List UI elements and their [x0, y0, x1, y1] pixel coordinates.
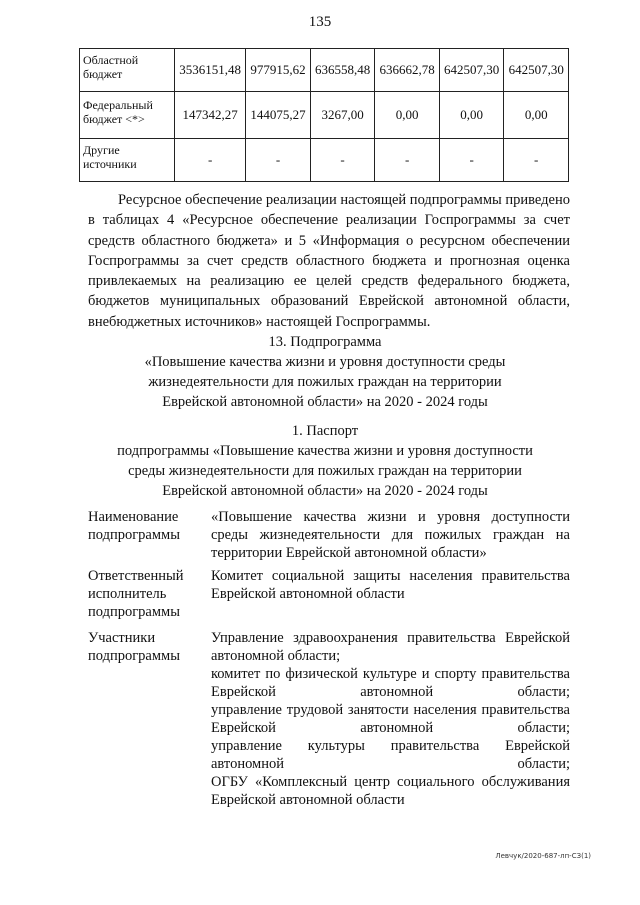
cell-value: - — [310, 139, 375, 182]
document-code: Левчук/2020-687-лп-СЗ(1) — [495, 852, 591, 860]
heading-line: подпрограммы «Повышение качества жизни и уровня доступности — [117, 443, 533, 459]
passport-value: Комитет социальной защиты населения правительства Еврейской автономной области — [211, 568, 570, 602]
passport-label: Наименование подпрограммы — [88, 509, 180, 543]
passport-value: «Повышение качества жизни и уровня доступности среды жизнедеятельности для пожилых граждан на территории Еврейской автономной области» — [211, 509, 570, 561]
cell-value: - — [504, 139, 569, 182]
cell-value: - — [439, 139, 504, 182]
cell-value: 0,00 — [504, 92, 569, 139]
cell-value: 642507,30 — [504, 49, 569, 92]
heading-line: среды жизнедеятельности для пожилых граждан на территории — [128, 463, 522, 479]
cell-value: - — [246, 139, 311, 182]
cell-value: 0,00 — [375, 92, 440, 139]
participant-item: управление трудовой занятости населения правительства Еврейской автономной области; — [211, 702, 570, 736]
heading-line: 1. Паспорт — [291, 423, 359, 439]
row-source-regional: Областной бюджет — [80, 49, 175, 92]
passport-heading — [80, 421, 570, 501]
cell-value: 147342,27 — [175, 92, 246, 139]
participant-item: Управление здравоохранения правительства Еврейской автономной области; — [211, 630, 570, 664]
participants-list — [211, 629, 570, 809]
table-row — [80, 92, 569, 139]
passport-label: Участники подпрограммы — [88, 630, 180, 664]
passport-label: Ответственный исполнитель подпрограммы — [88, 568, 184, 620]
cell-value: 3267,00 — [310, 92, 375, 139]
heading-line: жизнедеятельности для пожилых граждан на территории — [148, 374, 502, 390]
cell-value: 636558,48 — [310, 49, 375, 92]
heading-line: 13. Подпрограмма — [268, 334, 382, 350]
table-row — [80, 139, 569, 182]
participant-item: ОГБУ «Комплексный центр социального обслуживания Еврейской автономной области — [211, 774, 570, 808]
cell-value: 636662,78 — [375, 49, 440, 92]
budget-table — [79, 48, 569, 182]
participant-item: комитет по физической культуре и спорту правительства Еврейской автономной области; — [211, 666, 570, 700]
cell-value: 3536151,48 — [175, 49, 246, 92]
cell-value: 642507,30 — [439, 49, 504, 92]
heading-line: Еврейской автономной области» на 2020 - 2024 годы — [162, 394, 488, 410]
row-source-federal: Федеральный бюджет <*> — [80, 92, 175, 139]
subprogram-heading — [80, 332, 570, 412]
participant-item: управление культуры правительства Еврейской автономной области; — [211, 738, 570, 772]
heading-line: «Повышение качества жизни и уровня доступности среды — [144, 354, 506, 370]
cell-value: 144075,27 — [246, 92, 311, 139]
row-source-other: Другие источники — [80, 139, 175, 182]
heading-line: Еврейской автономной области» на 2020 - 2024 годы — [162, 483, 488, 499]
cell-value: 0,00 — [439, 92, 504, 139]
cell-value: - — [175, 139, 246, 182]
cell-value: - — [375, 139, 440, 182]
page-number: 135 — [308, 14, 332, 30]
cell-value: 977915,62 — [246, 49, 311, 92]
table-row — [80, 49, 569, 92]
resource-paragraph: Ресурсное обеспечение реализации настоящей подпрограммы приведено в таблицах 4 «Ресурсное обеспечение реализации Госпрограммы за счет средств областного бюджета» и 5 «Информация о ресурсном обеспечении Госпрограммы за счет средств областного бюджета и прогнозная оценка привлекаемых на реализацию ее целей средств федерального бюджета, бюджетов муниципальных образований Еврейской автономной области, внебюджетных источников» настоящей Госпрограммы. — [88, 192, 570, 330]
